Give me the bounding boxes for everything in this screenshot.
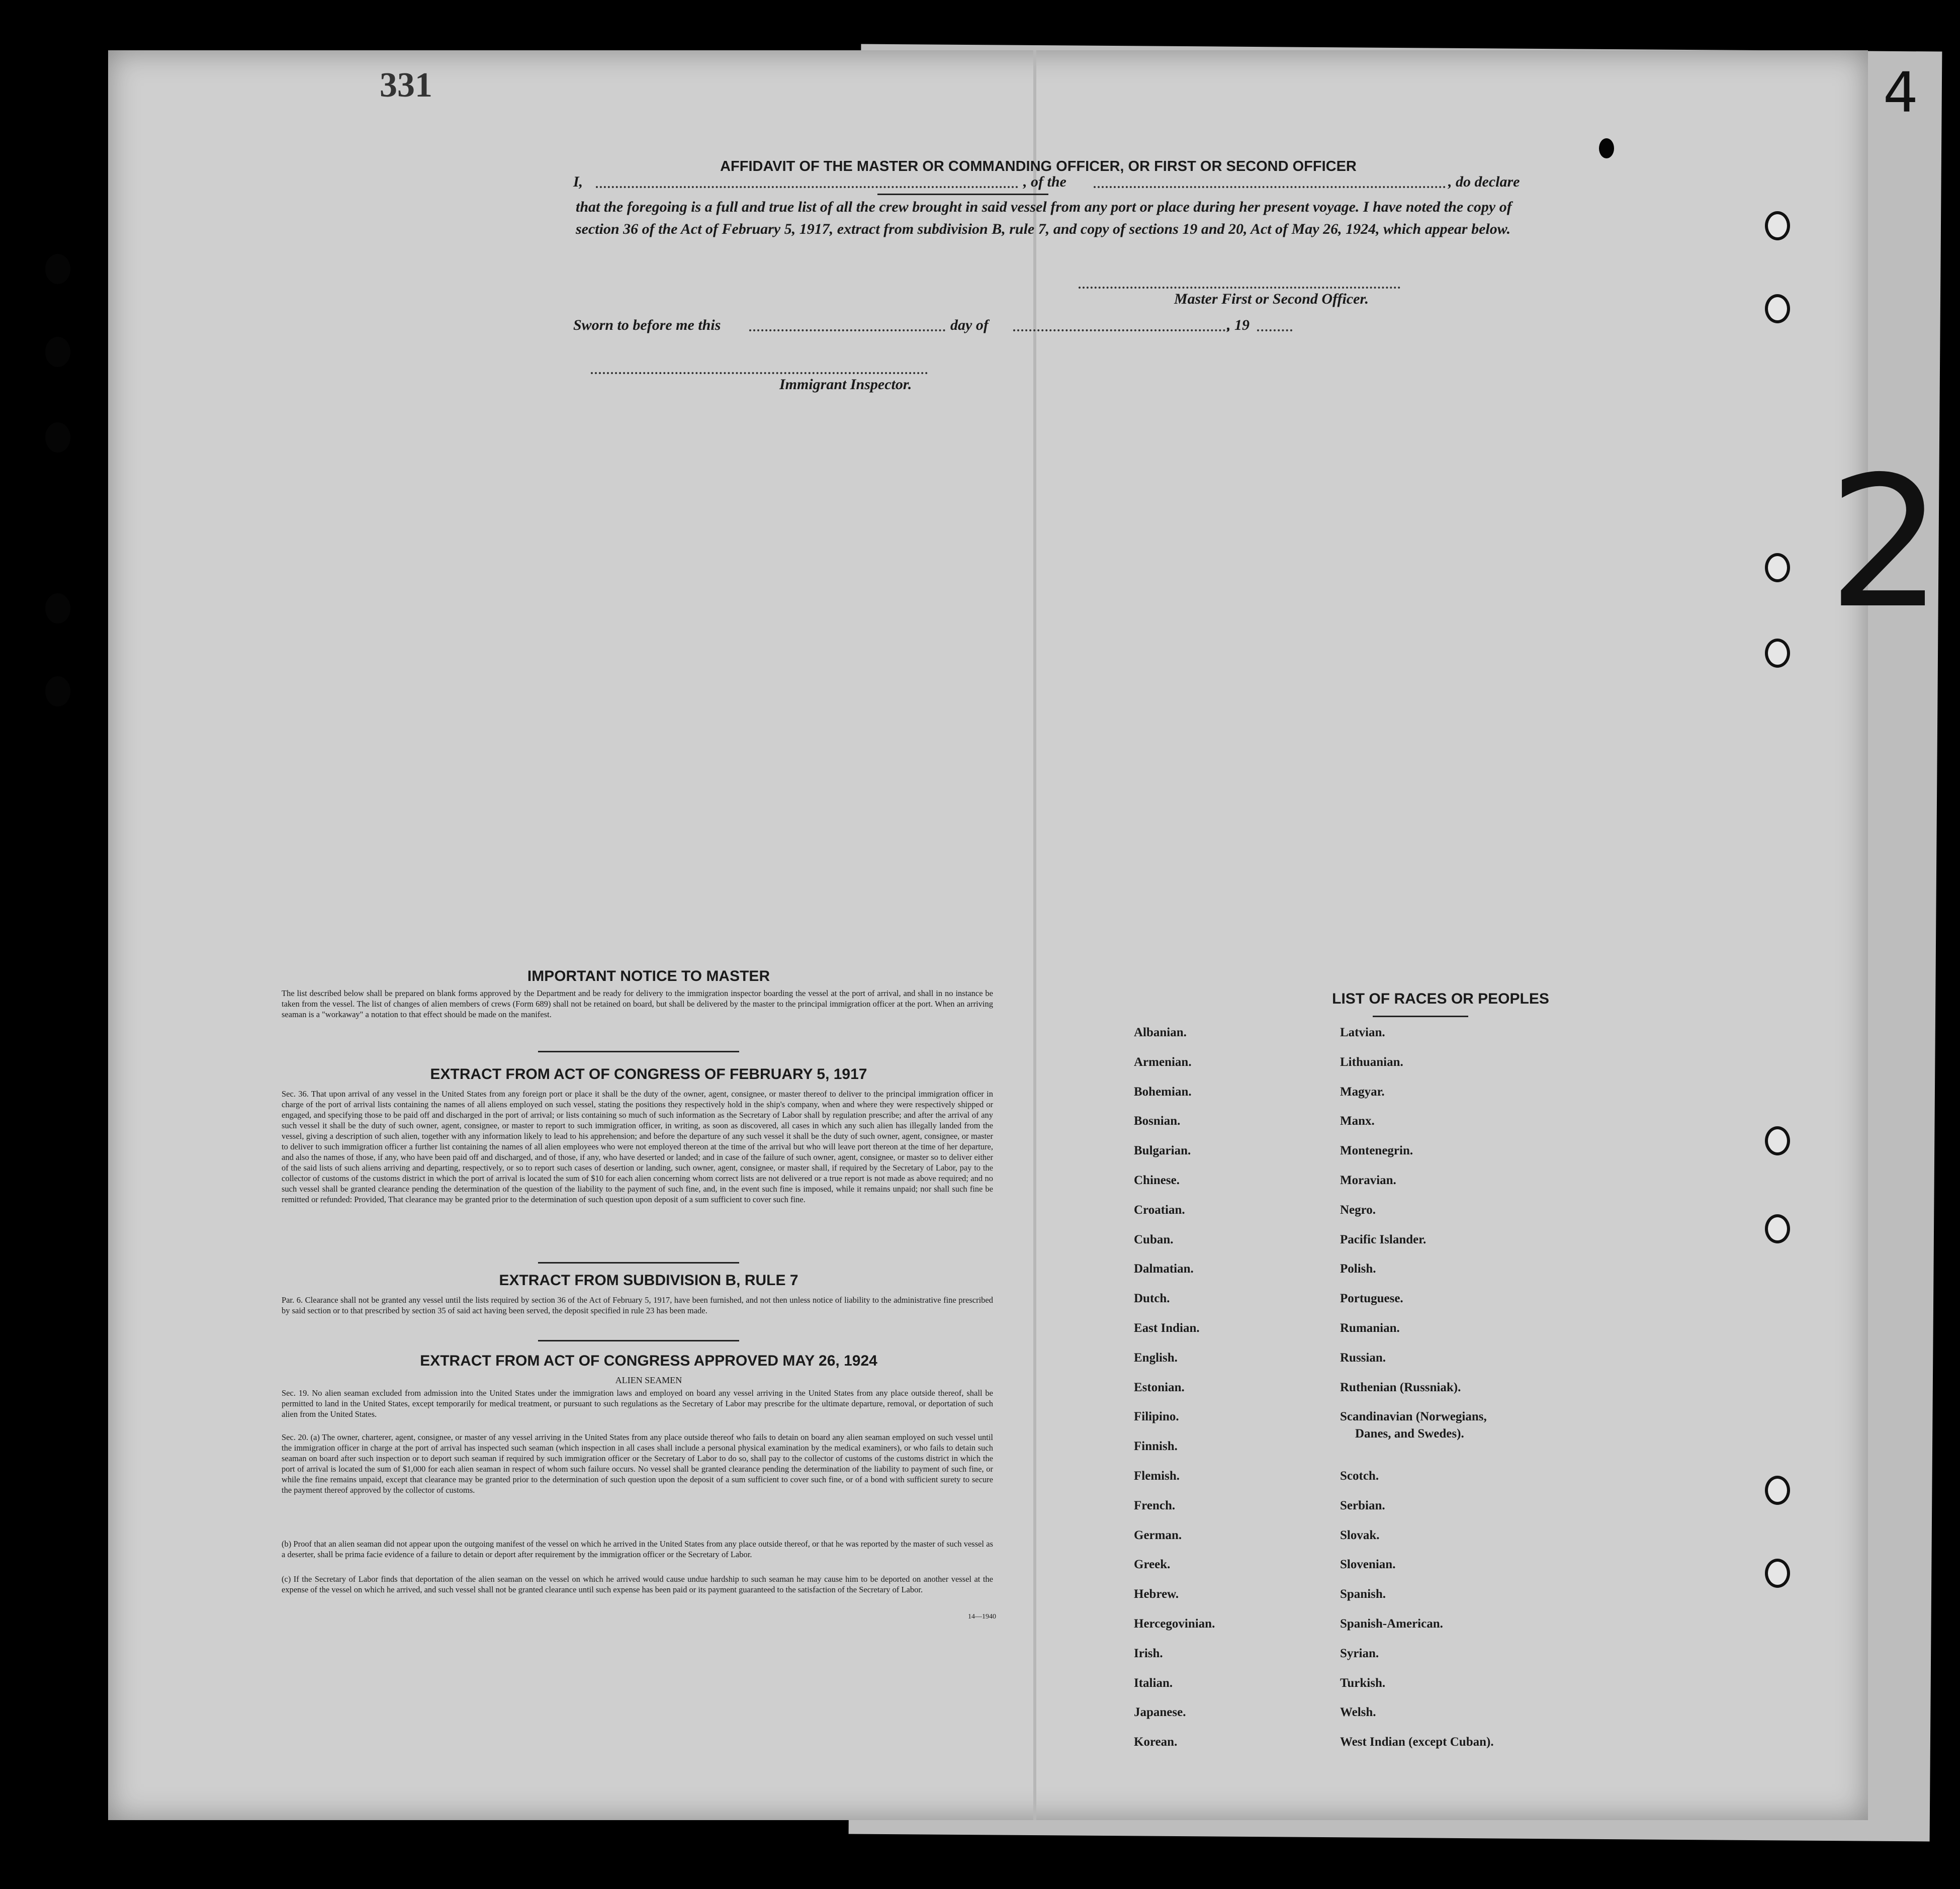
master-signature-label: Master First or Second Officer.: [1174, 291, 1369, 307]
page-fold: [1033, 50, 1036, 1820]
race-item: Serbian.: [1340, 1498, 1385, 1512]
affidavit-declare-label: , do declare: [1448, 173, 1520, 190]
corner-number: 331: [380, 66, 432, 105]
master-signature-line[interactable]: [1079, 287, 1400, 289]
race-item: Russian.: [1340, 1351, 1386, 1365]
extract-rule7-title: EXTRACT FROM SUBDIVISION B, RULE 7: [499, 1272, 798, 1289]
race-item: Dutch.: [1134, 1292, 1170, 1306]
race-item: Bohemian.: [1134, 1085, 1192, 1099]
race-item: Spanish.: [1340, 1587, 1386, 1601]
inspector-label: Immigrant Inspector.: [779, 376, 912, 393]
race-item: Rumanian.: [1340, 1321, 1400, 1335]
extract-rule7-rule: [538, 1340, 739, 1341]
binder-ring: [1765, 1559, 1790, 1588]
binder-ring: [1765, 553, 1790, 582]
race-item: German.: [1134, 1528, 1182, 1542]
binder-hole: [45, 254, 70, 284]
extract-1917-rule: [538, 1262, 739, 1264]
race-item: Manx.: [1340, 1114, 1375, 1128]
affidavit-of-the-label: , of the: [1023, 173, 1066, 190]
race-item: Ruthenian (Russniak).: [1340, 1380, 1461, 1394]
declarant-name-line[interactable]: [596, 186, 1018, 188]
document-page: [108, 50, 1943, 1820]
race-item: Negro.: [1340, 1203, 1376, 1217]
race-item: Hercegovinian.: [1134, 1617, 1215, 1631]
race-item: Flemish.: [1134, 1469, 1180, 1483]
extract-1917-body: Sec. 36. That upon arrival of any vessel in the United States from any foreign port or place it shall be the duty of the owner, agent, consignee, or master thereof to deliver to the principal immigration officer in charge of the port of arrival lists containing the names of all aliens employed on such vessel, stating the positions they respectively hold in the ship's company, when and where they were respectively shipped or engaged, and specifying those to be paid off and discharged in the port of arrival; or lists containing so much of such information as the Secretary of Labor shall by regulation prescribe; and after the arrival of any such vessel it shall be the duty of such owner, agent, consignee, or master to report to such immigration officer, in writing, as soon as discovered, all cases in which any such alien has illegally landed from the vessel, giving a description of such alien, together with any information likely to lead to his apprehension; and before the departure of any such vessel it shall be the duty of such owner, agent, consignee, or master to deliver to such immigration officer a further list containing the names of all alien employees who were not employed thereon at the time of the arrival but who will leave port thereon at the time of her departure, and also the names of those, if any, who have been paid off and discharged, and of those, if any, who have deserted or landed; and in case of the failure of such owner, agent, consignee, or master so to deliver either of the said lists of such aliens arriving and departing, respectively, or so to report such cases of desertion or landing, such owner, agent, consignee, or master shall, if required by the Secretary of Labor, pay to the collector of customs of the customs district in which the port of arrival is located the sum of $10 for each alien concerning whom correct lists are not delivered or a true report is not made as above required; and no such vessel shall be granted clearance pending the determination of the question of the liability to the payment of such fine, and, in the event such fine is imposed, while it remains unpaid; nor shall such fine be remitted or refunded: Provided, That clearance may be granted prior to the determination of such question upon deposit of a sum sufficient to cover such fine.: [282, 1089, 993, 1204]
sec20a-body: Sec. 20. (a) The owner, charterer, agent, consignee, or master of any vessel arriving in the United States from any place outside thereof who fails to detain on board any alien seaman employed on such vessel until the immigration officer in charge at the port of arrival has inspected such seaman (which inspection in all cases shall include a personal physical examination by the medical examiners), or who fails to detain such seaman on board after such inspection or to deport such seaman if required by such immigration officer or the Secretary of Labor to do so, shall pay to the collector of customs of the customs district in which the port of arrival is located the sum of $1,000 for each alien seaman in respect of whom such failure occurs. No vessel shall be granted clearance pending the determination of the liability to payment of such fine, or while the fine remains unpaid, except that clearance may be granted prior to the determination of such question upon the deposit of a sum sufficient to cover such fine, or of a bond with sufficient surety to secure the payment thereof approved by the collector of customs.: [282, 1432, 993, 1495]
race-item: Lithuanian.: [1340, 1055, 1403, 1069]
race-item: Scotch.: [1340, 1469, 1379, 1483]
race-item: Cuban.: [1134, 1232, 1174, 1246]
race-item: Korean.: [1134, 1735, 1178, 1749]
sworn-day-line[interactable]: [749, 329, 945, 331]
race-item: Italian.: [1134, 1676, 1173, 1690]
sworn-label: Sworn to before me this: [573, 317, 721, 333]
race-item: Greek.: [1134, 1558, 1171, 1572]
races-title-rule: [1373, 1016, 1468, 1017]
binder-ring: [1765, 1476, 1790, 1505]
extract-1917-title: EXTRACT FROM ACT OF CONGRESS OF FEBRUARY 5, 1917: [430, 1066, 867, 1083]
race-item: Bulgarian.: [1134, 1144, 1191, 1158]
notice-title: IMPORTANT NOTICE TO MASTER: [527, 968, 770, 984]
binder-hole: [45, 593, 70, 623]
race-item: Chinese.: [1134, 1174, 1180, 1187]
margin-mark-large: 2: [1828, 437, 1943, 648]
race-item: Magyar.: [1340, 1085, 1385, 1099]
day-of-label: day of: [950, 317, 989, 333]
race-item: Scandinavian (Norwegians,: [1340, 1410, 1487, 1424]
race-item: Turkish.: [1340, 1676, 1386, 1690]
race-item: Finnish.: [1134, 1440, 1178, 1454]
race-item: Filipino.: [1134, 1410, 1179, 1424]
notice-rule: [538, 1051, 739, 1052]
race-item: Latvian.: [1340, 1026, 1385, 1039]
form-number: 14—1940: [968, 1613, 996, 1621]
race-item: Albanian.: [1134, 1026, 1187, 1039]
sworn-month-line[interactable]: [1013, 329, 1229, 331]
binder-ring: [1765, 1214, 1790, 1243]
race-item: Croatian.: [1134, 1203, 1185, 1217]
affidavit-body: that the foregoing is a full and true list of all the crew brought in said vessel from any port or place during her present voyage. I have noted the copy of section 36 of the Act of February 5, 1917, extract from subdivision B, rule 7, and copy of sections 19 and 20, Act of May 26, 1924, which appear below.: [576, 199, 1512, 237]
extract-1924-title: EXTRACT FROM ACT OF CONGRESS APPROVED MAY 26, 1924: [420, 1353, 877, 1369]
race-item: Japanese.: [1134, 1705, 1186, 1720]
binder-hole: [45, 676, 70, 706]
races-title: LIST OF RACES OR PEOPLES: [1332, 991, 1549, 1007]
race-item: Pacific Islander.: [1340, 1232, 1427, 1246]
affidavit-title: AFFIDAVIT OF THE MASTER OR COMMANDING OFFICER, OR FIRST OR SECOND OFFICER: [720, 158, 1357, 174]
sworn-year-line[interactable]: [1257, 329, 1292, 331]
race-item: Dalmatian.: [1134, 1262, 1194, 1276]
race-item: Hebrew.: [1134, 1587, 1179, 1601]
extract-1924-subtitle: ALIEN SEAMEN: [615, 1375, 682, 1385]
race-item: Bosnian.: [1134, 1114, 1181, 1128]
race-item: Slovenian.: [1340, 1558, 1396, 1572]
binder-ring: [1765, 211, 1790, 240]
affidavit-i-label: I,: [573, 173, 583, 190]
race-item: Polish.: [1340, 1262, 1376, 1276]
race-item: Montenegrin.: [1340, 1144, 1413, 1158]
race-item: English.: [1134, 1351, 1178, 1365]
punch-mark: [1599, 138, 1614, 158]
binder-ring: [1765, 639, 1790, 668]
race-item: Danes, and Swedes).: [1355, 1427, 1464, 1441]
race-item: Moravian.: [1340, 1174, 1396, 1187]
binder-ring: [1765, 294, 1790, 323]
sec20c-body: (c) If the Secretary of Labor finds that deportation of the alien seaman on the vessel on which he arrived would cause undue hardship to such seaman he may cause him to be deported on another vessel at the expense of the vessel on which he arrived, and such vessel shall not be granted clearance until such expense has been paid or its payment guaranteed to the satisfaction of the Secretary of Labor.: [282, 1574, 993, 1594]
binder-hole: [45, 337, 70, 367]
race-item: French.: [1134, 1498, 1176, 1512]
race-item: Slovak.: [1340, 1528, 1380, 1542]
race-item: Syrian.: [1340, 1646, 1379, 1660]
race-item: West Indian (except Cuban).: [1340, 1735, 1494, 1749]
race-item: Irish.: [1134, 1646, 1163, 1660]
race-item: Portuguese.: [1340, 1292, 1403, 1306]
race-item: East Indian.: [1134, 1321, 1200, 1335]
inspector-signature-line[interactable]: [591, 372, 928, 374]
notice-body: The list described below shall be prepared on blank forms approved by the Department and be ready for delivery to the immigration inspector boarding the vessel at the port of arrival, and shall in no instance be taken from the vessel. The list of changes of alien members of crews (Form 689) shall not be retained on board, but shall be delivered by the master to the principal immigration officer at the port. When an arriving seaman is a "workaway" a notation to that effect should be made on the manifest.: [282, 988, 993, 1019]
race-item: Estonian.: [1134, 1380, 1185, 1394]
vessel-name-line[interactable]: [1094, 186, 1446, 188]
sec19-body: Sec. 19. No alien seaman excluded from admission into the United States under the immigration laws and employed on board any vessel arriving in the United States from any place outside thereof, shall be permitted to land in the United States, except temporarily for medical treatment, or pursuant to such regulations as the Secretary of Labor may prescribe for the ultimate departure, removal, or deportation of such alien from the United States.: [282, 1388, 993, 1419]
extract-rule7-body: Par. 6. Clearance shall not be granted any vessel until the lists required by section 36 of the Act of February 5, 1917, have been furnished, and not then unless notice of liability to the administrative fine prescribed by said section or to that prescribed by section 35 of said act having been served, the deposit specified in rule 23 has been made.: [282, 1295, 993, 1315]
sec20b-body: (b) Proof that an alien seaman did not appear upon the outgoing manifest of the vessel on which he arrived in the United States from any place outside thereof, or that he was reported by the master of such vessel as a deserter, shall be prima facie evidence of a failure to detain or deport after requirement by the immigration officer or the Secretary of Labor.: [282, 1539, 993, 1559]
race-item: Armenian.: [1134, 1055, 1192, 1069]
race-item: Spanish-American.: [1340, 1617, 1443, 1631]
race-item: Welsh.: [1340, 1705, 1376, 1720]
binder-hole: [45, 422, 70, 453]
margin-mark-small: 4: [1883, 60, 1918, 125]
affidavit-title-rule: [877, 194, 1048, 195]
year-label: , 19: [1227, 317, 1250, 333]
binder-ring: [1765, 1126, 1790, 1155]
